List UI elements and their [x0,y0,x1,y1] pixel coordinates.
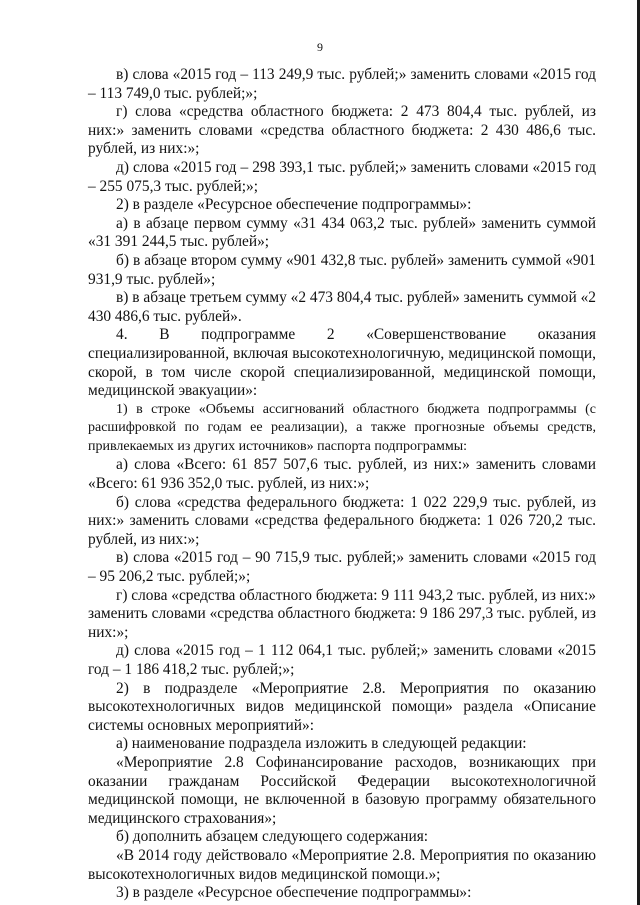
paragraph: а) наименование подраздела изложить в следующей редакции: [116,735,527,753]
paragraph: 3) в разделе «Ресурсное обеспечение подпрограммы»: [116,884,472,902]
paragraph: в) в абзаце третьем сумму «2 473 804,4 тыс. рублей» заменить суммой «2 430 486,6 тыс. рублей». [88,289,596,325]
paragraph: в) слова «2015 год – 90 715,9 тыс. рублей;» заменить словами «2015 год – 95 206,2 тыс. рублей;»; [88,549,596,586]
paragraph: г) слова «средства областного бюджета: 2 473 804,4 тыс. рублей, из них:» заменить словами «средства областного бюджета: 2 430 486,6 тыс. рублей, из них:»; [88,103,596,158]
paragraph: «В 2014 году действовало «Мероприятие 2.8. Мероприятия по оказанию высокотехнологичных видов медицинской помощи.»; [88,846,596,883]
paragraph: а) в абзаце первом сумму «31 434 063,2 тыс. рублей» заменить суммой «31 391 244,5 тыс. рублей»; [88,214,596,251]
paragraph: 2) в подразделе «Мероприятие 2.8. Мероприятия по оказанию высокотехнологичных видов медицинской помощи» раздела «Описание системы основных мероприятий»: [88,679,596,734]
document-body [88,66,596,903]
paragraph: а) слова «Всего: 61 857 507,6 тыс. рублей, из них:» заменить словами «Всего: 61 936 352,0 тыс. рублей, из них:»; [88,456,596,493]
paragraph: г) слова «средства областного бюджета: 9 111 943,2 тыс. рублей, из них:» заменить словами «средства областного бюджета: 9 186 297,3 тыс. рублей, из них:»; [88,586,596,641]
paragraph: 2) в разделе «Ресурсное обеспечение подпрограммы»: [116,196,472,214]
paragraph: б) слова «средства федерального бюджета: 1 022 229,9 тыс. рублей, из них:» заменить словами «средства федерального бюджета: 1 026 720,2 тыс. рублей, из них:»; [88,493,596,548]
paragraph: 1) в строке «Объемы ассигнований областного бюджета подпрограммы (с расшифровкой по годам ее реализации), а также прогнозные объемы средств, привлекаемых из других источников» паспорта подпрограммы: [88,401,596,454]
paragraph: д) слова «2015 год – 298 393,1 тыс. рублей;» заменить словами «2015 год – 255 075,3 тыс. рублей;»; [88,158,596,195]
paragraph: б) дополнить абзацем следующего содержания: [116,828,429,846]
paragraph: в) слова «2015 год – 113 249,9 тыс. рублей;» заменить словами «2015 год – 113 749,0 тыс. рублей;»; [88,66,596,102]
page-number: 9 [317,40,323,54]
paragraph: д) слова «2015 год – 1 112 064,1 тыс. рублей;» заменить словами «2015 год – 1 186 418,2 тыс. рублей;»; [88,642,596,678]
paragraph: 4. В подпрограмме 2 «Совершенствование оказания специализированной, включая высокотехнологичную, медицинской помощи, скорой, в том числе скорой специализированной, медицинской помощи, медицинской эвакуации»: [88,326,596,400]
paragraph: б) в абзаце втором сумму «901 432,8 тыс. рублей» заменить суммой «901 931,9 тыс. рублей»; [88,251,596,288]
paragraph: «Мероприятие 2.8 Софинансирование расходов, возникающих при оказании гражданам Российской Федерации высокотехнологичной медицинской помощи, не включенной в базовую программу обязательного медицинского страхования»; [88,753,596,827]
